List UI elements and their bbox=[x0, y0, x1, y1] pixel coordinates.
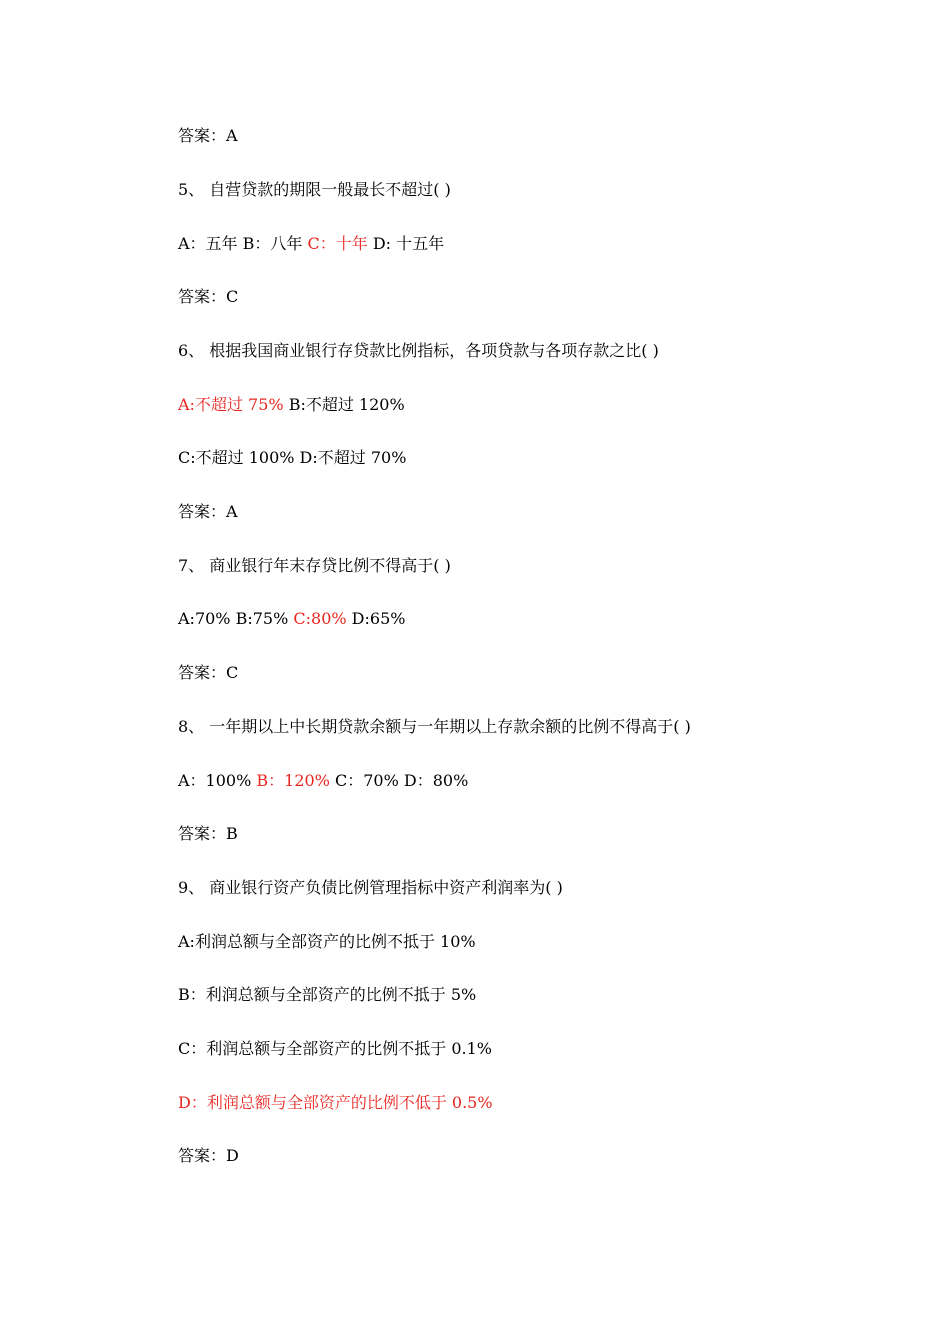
highlighted-option: C:80% bbox=[293, 609, 347, 628]
text-segment: D:65% bbox=[346, 609, 406, 628]
text-segment: A：100% bbox=[178, 771, 257, 790]
highlighted-option: C：十年 bbox=[307, 234, 368, 253]
answer-line-q4 bbox=[178, 126, 238, 146]
text-segment: A：五年 B：八年 bbox=[178, 234, 308, 253]
answer-line-q8 bbox=[178, 824, 238, 844]
highlighted-option: A:不超过 75% bbox=[178, 395, 284, 414]
text-segment: 7、 商业银行年末存贷比例不得高于( ) bbox=[178, 556, 451, 575]
text-segment: 8、 一年期以上中长期贷款余额与一年期以上存款余额的比例不得高于( ) bbox=[178, 717, 691, 736]
options-line-q6-b bbox=[178, 448, 406, 468]
answer-line-q9 bbox=[178, 1146, 239, 1166]
highlighted-option: D：利润总额与全部资产的比例不低于 0.5% bbox=[178, 1093, 493, 1112]
text-segment: C：利润总额与全部资产的比例不抵于 0.1% bbox=[178, 1039, 492, 1058]
question-line-q5 bbox=[178, 180, 451, 200]
text-segment: C:不超过 100% D:不超过 70% bbox=[178, 448, 407, 467]
text-segment: 答案：D bbox=[178, 1146, 239, 1165]
text-segment: A:利润总额与全部资产的比例不抵于 10% bbox=[178, 932, 476, 951]
text-segment: 9、 商业银行资产负债比例管理指标中资产利润率为( ) bbox=[178, 878, 563, 897]
option-line-q9-a bbox=[178, 932, 476, 952]
option-line-q9-d bbox=[178, 1093, 493, 1113]
answer-line-q5 bbox=[178, 287, 238, 307]
text-segment: D: 十五年 bbox=[367, 234, 445, 253]
options-line-q8 bbox=[178, 771, 468, 791]
answer-line-q6 bbox=[178, 502, 238, 522]
option-line-q9-b bbox=[178, 985, 476, 1005]
question-line-q6 bbox=[178, 341, 659, 361]
text-segment: 5、 自营贷款的期限一般最长不超过( ) bbox=[178, 180, 451, 199]
question-line-q8 bbox=[178, 717, 691, 737]
text-segment: B:不超过 120% bbox=[283, 395, 405, 414]
options-line-q5 bbox=[178, 234, 444, 254]
text-segment: 答案：A bbox=[178, 502, 238, 521]
options-line-q6-a bbox=[178, 395, 405, 415]
text-segment: A:70% B:75% bbox=[178, 609, 294, 628]
highlighted-option: B：120% bbox=[256, 771, 330, 790]
text-segment: C：70% D：80% bbox=[329, 771, 469, 790]
text-segment: 答案：B bbox=[178, 824, 238, 843]
text-segment: 6、 根据我国商业银行存贷款比例指标，各项贷款与各项存款之比( ) bbox=[178, 341, 659, 360]
answer-line-q7 bbox=[178, 663, 238, 683]
text-segment: B：利润总额与全部资产的比例不抵于 5% bbox=[178, 985, 477, 1004]
text-segment: 答案：A bbox=[178, 126, 238, 145]
question-line-q7 bbox=[178, 556, 451, 576]
question-line-q9 bbox=[178, 878, 563, 898]
option-line-q9-c bbox=[178, 1039, 492, 1059]
text-segment: 答案：C bbox=[178, 663, 239, 682]
text-segment: 答案：C bbox=[178, 287, 239, 306]
options-line-q7 bbox=[178, 609, 405, 629]
